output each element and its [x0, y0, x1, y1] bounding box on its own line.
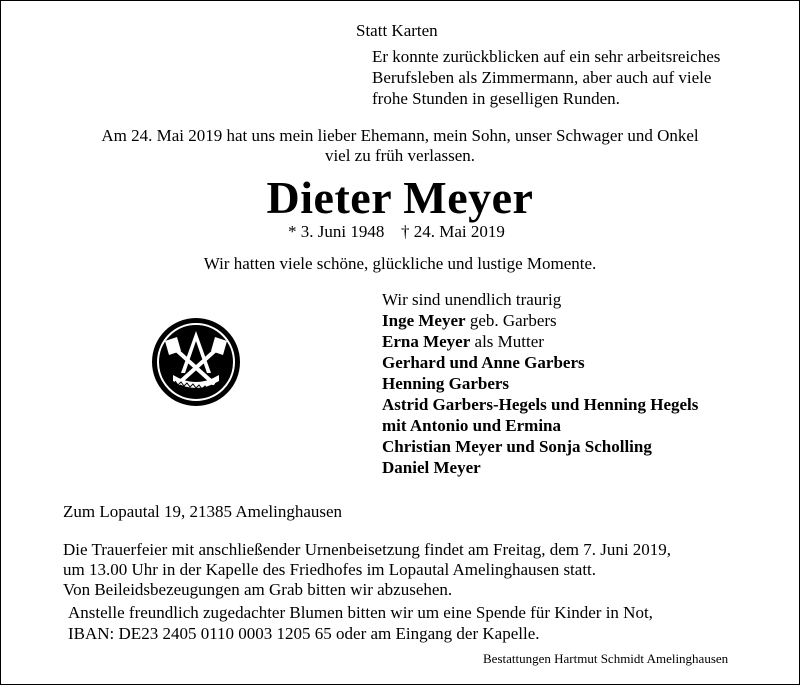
- carpenter-guild-emblem-icon: [151, 317, 241, 407]
- funeral-home: Bestattungen Hartmut Schmidt Amelinghausen: [483, 651, 729, 666]
- memory-line: Wir hatten viele schöne, glückliche und lustige Momente.: [203, 254, 597, 273]
- donation-line: IBAN: DE23 2405 0110 0003 1205 65 oder am Eingang der Kapelle.: [68, 624, 540, 643]
- quote-line: Er konnte zurückblicken auf ein sehr arbeitsreiches: [372, 47, 721, 66]
- service-line: um 13.00 Uhr in der Kapelle des Friedhofes im Lopautal Amelinghausen statt.: [63, 560, 597, 579]
- list-item: mit Antonio und Ermina: [382, 416, 562, 435]
- list-item: Daniel Meyer: [382, 458, 481, 477]
- address: Zum Lopautal 19, 21385 Amelinghausen: [63, 502, 343, 521]
- quote-line: frohe Stunden in geselligen Runden.: [372, 89, 620, 108]
- service-line: Die Trauerfeier mit anschließender Urnenbeisetzung findet am Freitag, dem 7. Juni 2019,: [63, 540, 672, 559]
- donation-line: Anstelle freundlich zugedachter Blumen bitten wir um eine Spende für Kinder in Not,: [68, 603, 653, 622]
- service-line: Von Beileidsbezeugungen am Grab bitten wir abzusehen.: [63, 580, 453, 599]
- announcement-line: Am 24. Mai 2019 hat uns mein lieber Ehemann, mein Sohn, unser Schwager und Onkel: [101, 126, 699, 145]
- death-date: † 24. Mai 2019: [401, 222, 505, 241]
- list-item: Gerhard und Anne Garbers: [382, 353, 585, 372]
- birth-date: * 3. Juni 1948: [288, 222, 385, 241]
- mourners-intro: Wir sind unendlich traurig: [382, 290, 562, 309]
- mourners-list: [382, 289, 698, 478]
- quote-line: Berufsleben als Zimmermann, aber auch auf viele: [372, 68, 712, 87]
- list-item: Henning Garbers: [382, 374, 510, 393]
- header-statt-karten: Statt Karten: [356, 21, 438, 40]
- list-item: Christian Meyer und Sonja Scholling: [382, 437, 652, 456]
- list-item: Astrid Garbers-Hegels und Henning Hegels: [382, 395, 699, 414]
- announcement-line: viel zu früh verlassen.: [324, 146, 476, 165]
- deceased-name: Dieter Meyer: [266, 172, 534, 223]
- list-item: Inge Meyer geb. Garbers: [382, 311, 557, 330]
- list-item: Erna Meyer als Mutter: [382, 332, 544, 351]
